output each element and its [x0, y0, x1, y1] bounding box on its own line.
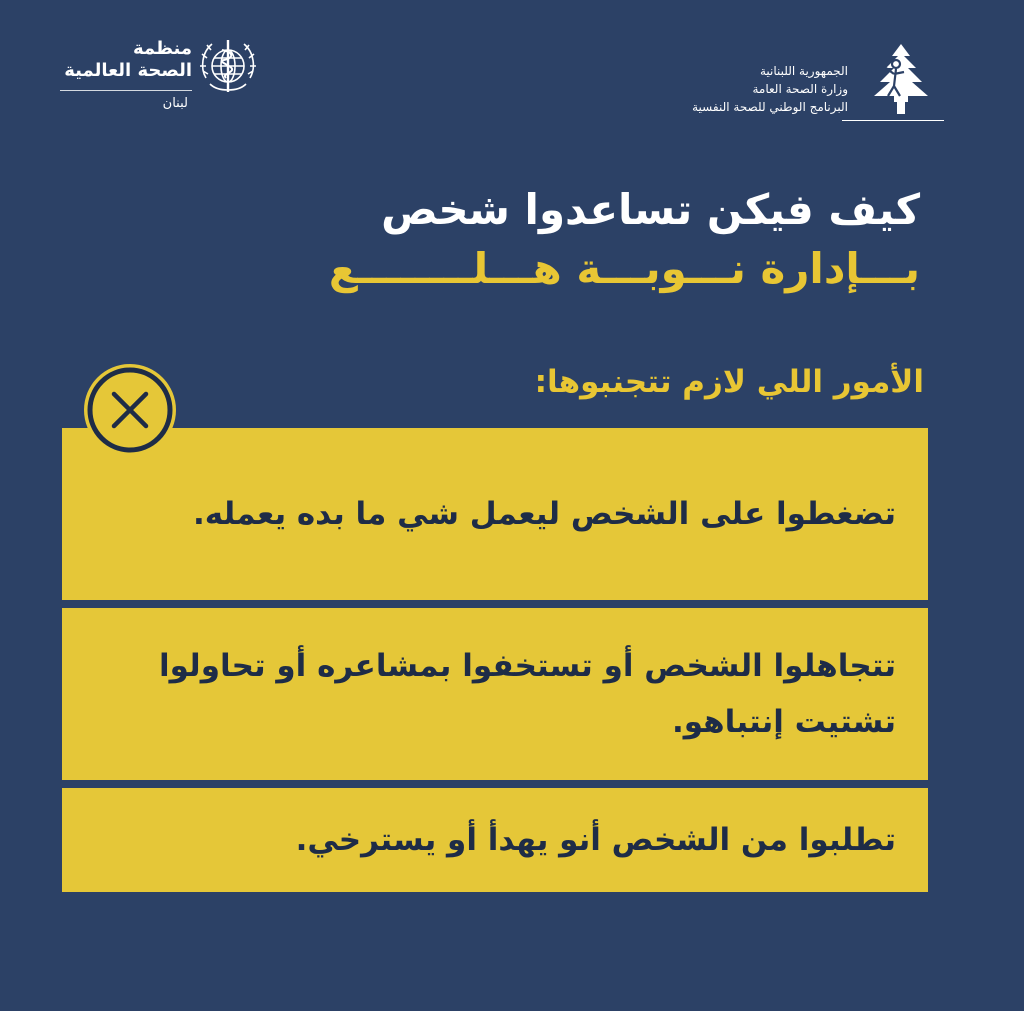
who-name-line2: الصحة العالمية [64, 60, 192, 81]
title-line-2: بـــإدارة نـــوبـــة هـــلــــــــع [328, 244, 920, 293]
who-emblem-icon [196, 34, 260, 98]
list-item-text: تضغطوا على الشخص ليعمل شي ما بده يعمله. [192, 496, 896, 532]
who-divider [60, 90, 192, 91]
who-name-line1: منظمة [132, 38, 192, 59]
list-item [62, 608, 928, 780]
who-logo [56, 34, 266, 124]
avoid-list [62, 428, 928, 900]
list-item [62, 788, 928, 892]
cedar-emblem-icon [858, 42, 944, 118]
moph-line1: الجمهورية اللبنانية [759, 64, 848, 78]
list-item-text: تتجاهلوا الشخص أو تستخفوا بمشاعره أو تحاولوا تشتيت إنتباهو. [159, 648, 896, 740]
section-heading: الأمور اللي لازم تتجنبوها: [534, 364, 924, 400]
title-line-1: كيف فيكن تساعدوا شخص [381, 185, 920, 234]
moph-line2: وزارة الصحة العامة [752, 82, 848, 96]
who-name [56, 38, 192, 82]
moph-line3: البرنامج الوطني للصحة النفسية [692, 100, 848, 114]
x-icon [80, 360, 180, 460]
moph-divider [842, 120, 944, 121]
moph-name [692, 62, 848, 116]
list-item [62, 428, 928, 600]
moph-logo [678, 42, 948, 126]
who-country-label: لبنان [162, 96, 188, 111]
list-item-text: تطلبوا من الشخص أنو يهدأ أو يسترخي. [295, 822, 896, 858]
